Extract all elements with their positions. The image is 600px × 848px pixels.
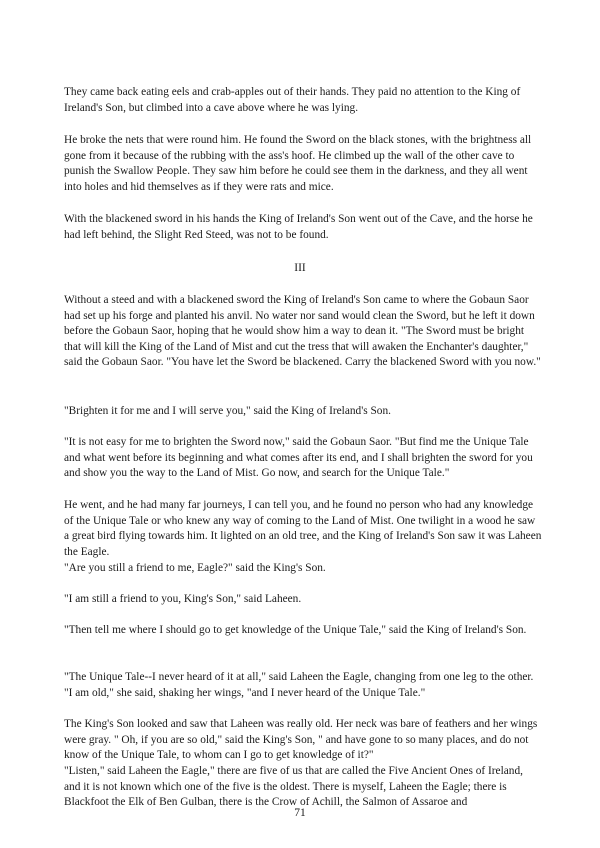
paragraph-gobaun-saor-forge: Without a steed and with a blackened sword the King of Ireland's Son came to where the Gobaun Saor had set up his forge and planted his anvil. No water nor sand would clean the Sword, but he left it down before the Gobaun Saor, hoping that he would show him a way to dean it. "The Sword must be bright that will kill the King of the Land of Mist and cut the tress that will awaken the Enchanter's daughter," said the Gobaun Saor. "You have let the Sword be blackened. Carry the blackened Sword with you now.": [64, 294, 541, 369]
paragraph-laheen-old: The King's Son looked and saw that Laheen was really old. Her neck was bare of feathers and her wings were gray. " Oh, if you are so old," said the King's Son, " and have gone to so many places, and do not know of the Unique Tale, to whom can I go to get knowledge of it?": [64, 718, 538, 762]
paragraph-leaves-cave: With the blackened sword in his hands the King of Ireland's Son went out of the Cave, and the horse he had left behind, the Slight Red Steed, was not to be found.: [64, 213, 533, 241]
section-heading: III: [294, 262, 306, 274]
paragraph-never-heard: "The Unique Tale--I never heard of it at all," said Laheen the Eagle, changing from one leg to the other. "I am old," she said, shaking her wings, "and I never heard of the Unique Tale.": [64, 671, 534, 699]
page-number: 71: [294, 807, 306, 819]
paragraph-far-journeys: He went, and he had many far journeys, I can tell you, and he found no person who had any knowledge of the Unique Tale or who knew any way of coming to the Land of Mist. One twilight in a wood he saw a great bird flying towards him. It lighted on an old tree, and the King of Ireland's Son saw it was Laheen the Eagle.: [64, 499, 542, 558]
paragraph-return-of-swallow-people: They came back eating eels and crab-apples out of their hands. They paid no attention to the King of Ireland's Son, but climbed into a cave above where he was lying.: [64, 86, 521, 114]
paragraph-unique-tale-task: "It is not easy for me to brighten the Sword now," said the Gobaun Saor. "But find me the Unique Tale and what went before its beginning and what comes after its end, and I shall brighten the sword for you and show you the way to the Land of Mist. Go now, and search for the Unique Tale.": [64, 436, 533, 480]
paragraph-brighten-request: "Brighten it for me and I will serve you," said the King of Ireland's Son.: [64, 405, 391, 417]
paragraph-where-to-go: "Then tell me where I should go to get knowledge of the Unique Tale," said the King of Ireland's Son.: [64, 624, 527, 636]
paragraph-laheen-reply: "I am still a friend to you, King's Son," said Laheen.: [64, 593, 302, 605]
paragraph-breaks-nets: He broke the nets that were round him. He found the Sword on the black stones, with the brightness all gone from it because of the rubbing with the ass's hoof. He climbed up the wall of the other cave to punish the Swallow People. They saw him before he could see them in the darkness, and they all went into holes and hid themselves as if they were rats and mice.: [64, 134, 532, 193]
paragraph-five-ancient-ones: "Listen," said Laheen the Eagle," there are five of us that are called the Five Ancient Ones of Ireland, and it is not known which one of the five is the oldest. There is myself, Laheen the Eagle; there is Blackfoot the Elk of Ben Gulban, there is the Crow of Achill, the Salmon of Assaroe and: [64, 765, 523, 809]
paragraph-friend-eagle-question: "Are you still a friend to me, Eagle?" said the King's Son.: [64, 562, 326, 574]
